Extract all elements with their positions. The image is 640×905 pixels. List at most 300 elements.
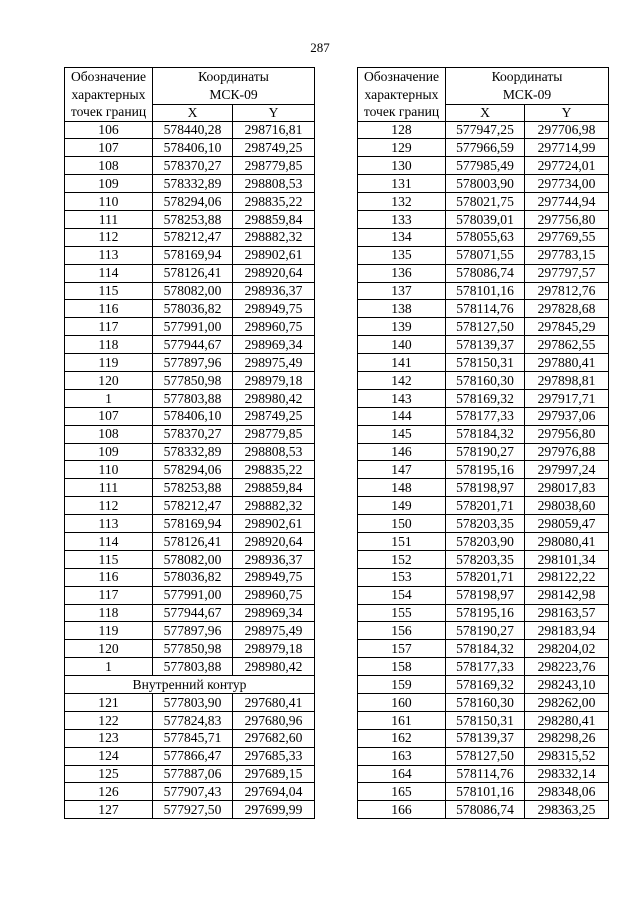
point-label-header xyxy=(358,68,446,122)
table-row xyxy=(65,425,315,443)
point-number-cell: 135 xyxy=(358,246,446,264)
coordinates-header-line: МСК-09 xyxy=(209,86,258,102)
point-number-cell: 132 xyxy=(358,193,446,211)
point-number-cell: 107 xyxy=(65,139,153,157)
point-number-cell: 139 xyxy=(358,318,446,336)
x-coordinate-cell: 577803,90 xyxy=(153,694,233,712)
point-number-cell: 158 xyxy=(358,658,446,676)
coordinates-header-line: Координаты xyxy=(198,69,269,85)
y-coordinate-cell: 297862,55 xyxy=(525,336,609,354)
point-number-cell: 116 xyxy=(65,568,153,586)
point-number-cell: 155 xyxy=(358,604,446,622)
x-coordinate-cell: 578086,74 xyxy=(446,264,525,282)
x-coordinate-cell: 577850,98 xyxy=(153,640,233,658)
table-row xyxy=(358,193,609,211)
x-coordinate-cell: 578332,89 xyxy=(153,175,233,193)
y-coordinate-cell: 298749,25 xyxy=(233,139,315,157)
y-coordinate-cell: 297769,55 xyxy=(525,228,609,246)
point-number-cell: 156 xyxy=(358,622,446,640)
y-coordinate-cell: 297724,01 xyxy=(525,157,609,175)
y-coordinate-cell: 298779,85 xyxy=(233,157,315,175)
point-number-cell: 109 xyxy=(65,175,153,193)
point-number-cell: 146 xyxy=(358,443,446,461)
y-coordinate-cell: 298080,41 xyxy=(525,532,609,550)
y-coordinate-cell: 298920,64 xyxy=(233,264,315,282)
y-coordinate-cell: 297699,99 xyxy=(233,801,315,819)
y-coordinate-cell: 298038,60 xyxy=(525,497,609,515)
x-coordinate-cell: 578126,41 xyxy=(153,532,233,550)
point-number-cell: 164 xyxy=(358,765,446,783)
table-row xyxy=(65,210,315,228)
y-coordinate-cell: 298808,53 xyxy=(233,443,315,461)
x-coordinate-cell: 577803,88 xyxy=(153,658,233,676)
y-coordinate-cell: 297797,57 xyxy=(525,264,609,282)
table-row xyxy=(358,264,609,282)
x-coordinate-cell: 578036,82 xyxy=(153,300,233,318)
table-row xyxy=(358,318,609,336)
y-coordinate-cell: 298779,85 xyxy=(233,425,315,443)
table-row xyxy=(358,497,609,515)
x-coordinate-cell: 578150,31 xyxy=(446,711,525,729)
table-row xyxy=(65,175,315,193)
table-row xyxy=(65,264,315,282)
y-coordinate-cell: 297706,98 xyxy=(525,121,609,139)
x-coordinate-cell: 578253,88 xyxy=(153,479,233,497)
table-row xyxy=(358,765,609,783)
x-coordinate-cell: 578406,10 xyxy=(153,407,233,425)
y-coordinate-cell: 298243,10 xyxy=(525,676,609,694)
y-coordinate-cell: 297685,33 xyxy=(233,747,315,765)
x-coordinate-cell: 578114,76 xyxy=(446,765,525,783)
table-row xyxy=(358,729,609,747)
point-number-cell: 120 xyxy=(65,640,153,658)
y-coordinate-cell: 298882,32 xyxy=(233,228,315,246)
table-row xyxy=(65,193,315,211)
y-coordinate-cell: 298122,22 xyxy=(525,568,609,586)
table-row xyxy=(65,443,315,461)
point-number-cell: 110 xyxy=(65,193,153,211)
x-coordinate-cell: 578086,74 xyxy=(446,801,525,819)
x-header: X xyxy=(446,104,525,121)
y-coordinate-cell: 298859,84 xyxy=(233,210,315,228)
point-label-header-line: характерных xyxy=(71,86,146,102)
point-label-header-line: Обозначение xyxy=(363,69,440,84)
point-number-cell: 129 xyxy=(358,139,446,157)
y-header: Y xyxy=(525,104,609,121)
table-row xyxy=(358,658,609,676)
coordinates-table-right xyxy=(357,67,609,819)
x-coordinate-cell: 578195,16 xyxy=(446,604,525,622)
y-coordinate-cell: 298980,42 xyxy=(233,389,315,407)
y-coordinate-cell: 298183,94 xyxy=(525,622,609,640)
y-coordinate-cell: 298808,53 xyxy=(233,175,315,193)
point-number-cell: 157 xyxy=(358,640,446,658)
x-coordinate-cell: 577944,67 xyxy=(153,336,233,354)
table-row xyxy=(358,783,609,801)
table-row xyxy=(65,461,315,479)
y-coordinate-cell: 298348,06 xyxy=(525,783,609,801)
y-coordinate-cell: 297917,71 xyxy=(525,389,609,407)
point-number-cell: 120 xyxy=(65,371,153,389)
table-row xyxy=(65,121,315,139)
coordinates-header-line: Координаты xyxy=(491,69,563,85)
x-coordinate-cell: 578201,71 xyxy=(446,568,525,586)
x-coordinate-cell: 578021,75 xyxy=(446,193,525,211)
point-number-cell: 118 xyxy=(65,604,153,622)
x-coordinate-cell: 578195,16 xyxy=(446,461,525,479)
y-coordinate-cell: 298969,34 xyxy=(233,604,315,622)
point-number-cell: 121 xyxy=(65,694,153,712)
point-number-cell: 150 xyxy=(358,515,446,533)
point-number-cell: 107 xyxy=(65,407,153,425)
table-row xyxy=(65,515,315,533)
table-row xyxy=(65,246,315,264)
table-row xyxy=(358,568,609,586)
y-coordinate-cell: 298332,14 xyxy=(525,765,609,783)
x-coordinate-cell: 578055,63 xyxy=(446,228,525,246)
x-coordinate-cell: 578160,30 xyxy=(446,694,525,712)
point-number-cell: 138 xyxy=(358,300,446,318)
y-coordinate-cell: 298363,25 xyxy=(525,801,609,819)
x-coordinate-cell: 577991,00 xyxy=(153,318,233,336)
x-coordinate-cell: 578332,89 xyxy=(153,443,233,461)
table-row xyxy=(65,550,315,568)
coordinates-header xyxy=(153,68,315,105)
table-row xyxy=(358,354,609,372)
x-coordinate-cell: 578039,01 xyxy=(446,210,525,228)
y-coordinate-cell: 298101,34 xyxy=(525,550,609,568)
x-coordinate-cell: 578139,37 xyxy=(446,729,525,747)
y-coordinate-cell: 297828,68 xyxy=(525,300,609,318)
point-number-cell: 109 xyxy=(65,443,153,461)
x-coordinate-cell: 578169,32 xyxy=(446,389,525,407)
point-number-cell: 112 xyxy=(65,228,153,246)
x-coordinate-cell: 578101,16 xyxy=(446,282,525,300)
y-coordinate-cell: 298975,49 xyxy=(233,354,315,372)
x-coordinate-cell: 578003,90 xyxy=(446,175,525,193)
point-number-cell: 1 xyxy=(65,658,153,676)
table-row xyxy=(65,479,315,497)
right-table-body xyxy=(358,121,609,819)
table-row xyxy=(358,300,609,318)
table-row xyxy=(358,640,609,658)
point-number-cell: 161 xyxy=(358,711,446,729)
x-coordinate-cell: 577803,88 xyxy=(153,389,233,407)
y-coordinate-cell: 298949,75 xyxy=(233,300,315,318)
table-row xyxy=(358,461,609,479)
y-coordinate-cell: 297956,80 xyxy=(525,425,609,443)
x-coordinate-cell: 578212,47 xyxy=(153,497,233,515)
y-coordinate-cell: 298223,76 xyxy=(525,658,609,676)
x-coordinate-cell: 577991,00 xyxy=(153,586,233,604)
point-number-cell: 122 xyxy=(65,711,153,729)
point-number-cell: 1 xyxy=(65,389,153,407)
page-number: 287 xyxy=(310,40,330,55)
table-row xyxy=(65,765,315,783)
point-number-cell: 152 xyxy=(358,550,446,568)
table-row xyxy=(65,157,315,175)
point-number-cell: 112 xyxy=(65,497,153,515)
y-coordinate-cell: 298835,22 xyxy=(233,461,315,479)
y-coordinate-cell: 298882,32 xyxy=(233,497,315,515)
x-coordinate-cell: 578036,82 xyxy=(153,568,233,586)
y-header: Y xyxy=(233,104,315,121)
x-coordinate-cell: 578294,06 xyxy=(153,193,233,211)
point-number-cell: 143 xyxy=(358,389,446,407)
x-coordinate-cell: 577897,96 xyxy=(153,354,233,372)
point-number-cell: 117 xyxy=(65,318,153,336)
table-row xyxy=(358,246,609,264)
point-number-cell: 144 xyxy=(358,407,446,425)
table-row xyxy=(65,711,315,729)
y-coordinate-cell: 298920,64 xyxy=(233,532,315,550)
table-row xyxy=(358,515,609,533)
x-coordinate-cell: 578212,47 xyxy=(153,228,233,246)
table-row xyxy=(65,497,315,515)
table-row xyxy=(65,371,315,389)
table-row xyxy=(65,640,315,658)
table-row xyxy=(65,622,315,640)
point-number-cell: 165 xyxy=(358,783,446,801)
y-coordinate-cell: 298142,98 xyxy=(525,586,609,604)
y-coordinate-cell: 297937,06 xyxy=(525,407,609,425)
x-coordinate-cell: 578370,27 xyxy=(153,425,233,443)
point-number-cell: 131 xyxy=(358,175,446,193)
y-coordinate-cell: 298902,61 xyxy=(233,246,315,264)
section-row xyxy=(65,676,315,694)
x-coordinate-cell: 578203,35 xyxy=(446,550,525,568)
point-number-cell: 124 xyxy=(65,747,153,765)
x-coordinate-cell: 577850,98 xyxy=(153,371,233,389)
point-label-header-line: точек границ xyxy=(363,104,440,119)
point-number-cell: 114 xyxy=(65,264,153,282)
point-number-cell: 118 xyxy=(65,336,153,354)
x-coordinate-cell: 578190,27 xyxy=(446,622,525,640)
point-label-header xyxy=(65,68,153,122)
point-number-cell: 110 xyxy=(65,461,153,479)
table-row xyxy=(65,407,315,425)
table-row xyxy=(358,139,609,157)
x-coordinate-cell: 578177,33 xyxy=(446,407,525,425)
y-coordinate-cell: 297976,88 xyxy=(525,443,609,461)
y-coordinate-cell: 298979,18 xyxy=(233,371,315,389)
table-row xyxy=(65,354,315,372)
point-number-cell: 119 xyxy=(65,354,153,372)
x-coordinate-cell: 578126,41 xyxy=(153,264,233,282)
y-coordinate-cell: 297880,41 xyxy=(525,354,609,372)
point-number-cell: 163 xyxy=(358,747,446,765)
table-row xyxy=(358,157,609,175)
x-coordinate-cell: 578190,27 xyxy=(446,443,525,461)
table-row xyxy=(358,711,609,729)
x-coordinate-cell: 578127,50 xyxy=(446,318,525,336)
x-coordinate-cell: 578169,32 xyxy=(446,676,525,694)
coordinates-table-left xyxy=(64,67,315,819)
point-number-cell: 115 xyxy=(65,282,153,300)
point-number-cell: 133 xyxy=(358,210,446,228)
point-number-cell: 151 xyxy=(358,532,446,550)
table-row xyxy=(358,121,609,139)
table-row xyxy=(358,228,609,246)
y-coordinate-cell: 298262,00 xyxy=(525,694,609,712)
table-row xyxy=(65,228,315,246)
x-coordinate-cell: 578127,50 xyxy=(446,747,525,765)
x-coordinate-cell: 577927,50 xyxy=(153,801,233,819)
y-coordinate-cell: 298280,41 xyxy=(525,711,609,729)
y-coordinate-cell: 297812,76 xyxy=(525,282,609,300)
y-coordinate-cell: 298315,52 xyxy=(525,747,609,765)
table-row xyxy=(358,604,609,622)
x-coordinate-cell: 578203,90 xyxy=(446,532,525,550)
point-number-cell: 111 xyxy=(65,479,153,497)
y-coordinate-cell: 297756,80 xyxy=(525,210,609,228)
point-number-cell: 142 xyxy=(358,371,446,389)
table-row xyxy=(358,747,609,765)
y-coordinate-cell: 298059,47 xyxy=(525,515,609,533)
y-coordinate-cell: 298859,84 xyxy=(233,479,315,497)
point-number-cell: 134 xyxy=(358,228,446,246)
table-row xyxy=(65,801,315,819)
x-coordinate-cell: 578440,28 xyxy=(153,121,233,139)
section-label: Внутренний контур xyxy=(65,676,315,694)
point-number-cell: 115 xyxy=(65,550,153,568)
x-coordinate-cell: 578370,27 xyxy=(153,157,233,175)
y-coordinate-cell: 298204,02 xyxy=(525,640,609,658)
table-row xyxy=(358,371,609,389)
point-number-cell: 149 xyxy=(358,497,446,515)
x-coordinate-cell: 577887,06 xyxy=(153,765,233,783)
table-row xyxy=(358,622,609,640)
point-number-cell: 116 xyxy=(65,300,153,318)
y-coordinate-cell: 298298,26 xyxy=(525,729,609,747)
x-coordinate-cell: 577947,25 xyxy=(446,121,525,139)
y-coordinate-cell: 298949,75 xyxy=(233,568,315,586)
y-coordinate-cell: 298936,37 xyxy=(233,282,315,300)
point-number-cell: 148 xyxy=(358,479,446,497)
x-coordinate-cell: 578203,35 xyxy=(446,515,525,533)
table-row xyxy=(65,747,315,765)
x-coordinate-cell: 577985,49 xyxy=(446,157,525,175)
table-row xyxy=(358,694,609,712)
y-coordinate-cell: 297997,24 xyxy=(525,461,609,479)
x-coordinate-cell: 578139,37 xyxy=(446,336,525,354)
point-number-cell: 125 xyxy=(65,765,153,783)
point-number-cell: 113 xyxy=(65,515,153,533)
table-row xyxy=(358,479,609,497)
point-number-cell: 141 xyxy=(358,354,446,372)
table-row xyxy=(358,676,609,694)
point-number-cell: 147 xyxy=(358,461,446,479)
x-coordinate-cell: 578082,00 xyxy=(153,550,233,568)
x-coordinate-cell: 578071,55 xyxy=(446,246,525,264)
x-coordinate-cell: 578082,00 xyxy=(153,282,233,300)
point-number-cell: 136 xyxy=(358,264,446,282)
x-coordinate-cell: 578198,97 xyxy=(446,586,525,604)
y-coordinate-cell: 297694,04 xyxy=(233,783,315,801)
table-row xyxy=(358,389,609,407)
table-row xyxy=(358,532,609,550)
table-row xyxy=(65,139,315,157)
point-number-cell: 159 xyxy=(358,676,446,694)
x-coordinate-cell: 578201,71 xyxy=(446,497,525,515)
table-row xyxy=(65,300,315,318)
point-number-cell: 145 xyxy=(358,425,446,443)
table-row xyxy=(65,532,315,550)
y-coordinate-cell: 297689,15 xyxy=(233,765,315,783)
y-coordinate-cell: 297714,99 xyxy=(525,139,609,157)
y-coordinate-cell: 298969,34 xyxy=(233,336,315,354)
point-number-cell: 117 xyxy=(65,586,153,604)
point-number-cell: 166 xyxy=(358,801,446,819)
y-coordinate-cell: 298017,83 xyxy=(525,479,609,497)
table-row xyxy=(65,783,315,801)
table-row xyxy=(358,336,609,354)
x-coordinate-cell: 578184,32 xyxy=(446,425,525,443)
point-number-cell: 108 xyxy=(65,425,153,443)
y-coordinate-cell: 298979,18 xyxy=(233,640,315,658)
x-coordinate-cell: 577824,83 xyxy=(153,711,233,729)
y-coordinate-cell: 297682,60 xyxy=(233,729,315,747)
y-coordinate-cell: 298980,42 xyxy=(233,658,315,676)
x-coordinate-cell: 578114,76 xyxy=(446,300,525,318)
point-number-cell: 106 xyxy=(65,121,153,139)
x-coordinate-cell: 578294,06 xyxy=(153,461,233,479)
x-coordinate-cell: 578406,10 xyxy=(153,139,233,157)
table-row xyxy=(65,658,315,676)
y-coordinate-cell: 298975,49 xyxy=(233,622,315,640)
coordinates-header xyxy=(446,68,609,105)
point-number-cell: 162 xyxy=(358,729,446,747)
x-coordinate-cell: 577966,59 xyxy=(446,139,525,157)
x-coordinate-cell: 577944,67 xyxy=(153,604,233,622)
y-coordinate-cell: 298163,57 xyxy=(525,604,609,622)
point-number-cell: 113 xyxy=(65,246,153,264)
table-row xyxy=(65,318,315,336)
point-number-cell: 153 xyxy=(358,568,446,586)
point-number-cell: 114 xyxy=(65,532,153,550)
table-row xyxy=(65,389,315,407)
table-row xyxy=(65,694,315,712)
point-number-cell: 126 xyxy=(65,783,153,801)
point-number-cell: 154 xyxy=(358,586,446,604)
y-coordinate-cell: 298960,75 xyxy=(233,318,315,336)
point-number-cell: 119 xyxy=(65,622,153,640)
x-coordinate-cell: 578169,94 xyxy=(153,246,233,264)
point-number-cell: 140 xyxy=(358,336,446,354)
y-coordinate-cell: 297680,41 xyxy=(233,694,315,712)
x-coordinate-cell: 578160,30 xyxy=(446,371,525,389)
y-coordinate-cell: 297783,15 xyxy=(525,246,609,264)
x-coordinate-cell: 577866,47 xyxy=(153,747,233,765)
point-number-cell: 130 xyxy=(358,157,446,175)
table-row xyxy=(65,729,315,747)
y-coordinate-cell: 297744,94 xyxy=(525,193,609,211)
x-coordinate-cell: 578169,94 xyxy=(153,515,233,533)
y-coordinate-cell: 297898,81 xyxy=(525,371,609,389)
table-row xyxy=(358,210,609,228)
x-coordinate-cell: 578101,16 xyxy=(446,783,525,801)
y-coordinate-cell: 297734,00 xyxy=(525,175,609,193)
table-row xyxy=(358,175,609,193)
x-header: X xyxy=(153,104,233,121)
x-coordinate-cell: 578184,32 xyxy=(446,640,525,658)
point-number-cell: 108 xyxy=(65,157,153,175)
y-coordinate-cell: 298902,61 xyxy=(233,515,315,533)
table-row xyxy=(65,568,315,586)
table-row xyxy=(358,443,609,461)
table-row xyxy=(65,586,315,604)
point-number-cell: 128 xyxy=(358,121,446,139)
